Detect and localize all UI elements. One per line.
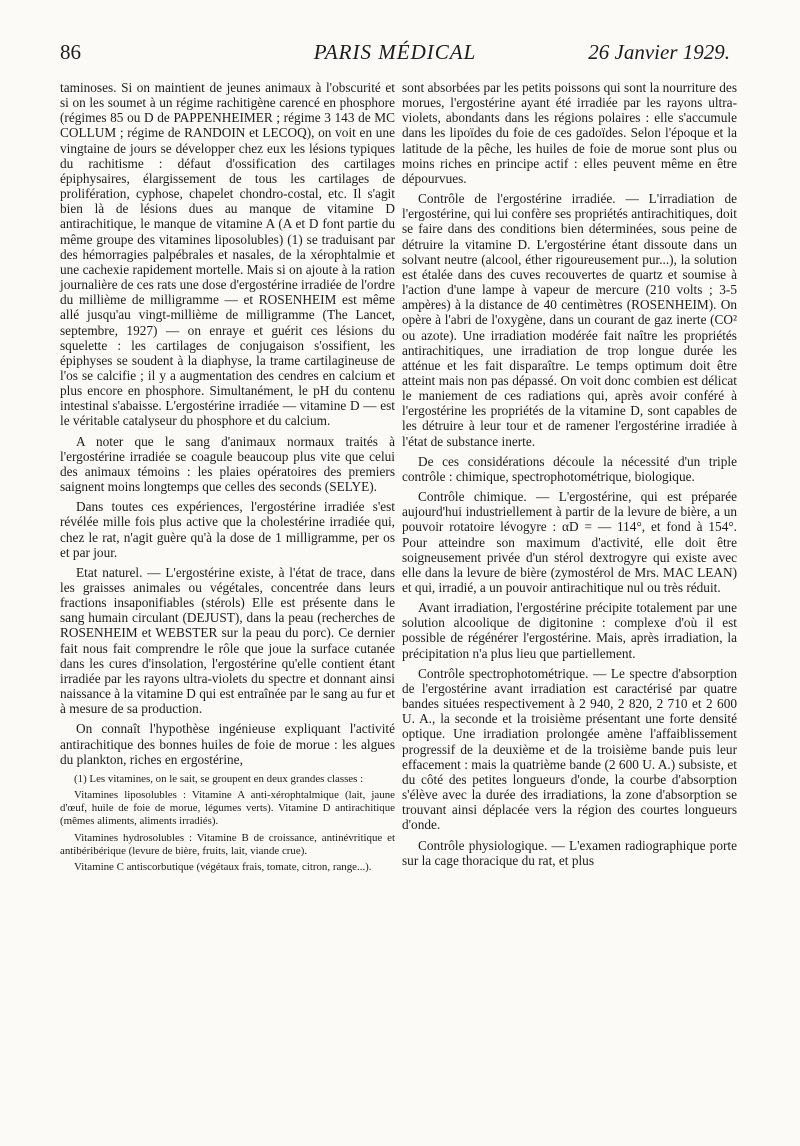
- page-header: [60, 40, 730, 70]
- left-column: [60, 80, 395, 877]
- paragraph-etat-naturel: Etat naturel. — L'ergostérine existe, à l'état de trace, dans les graisses animales ou végétales, concentrée dans leurs fractions insaponifiables (stérols) Elle est présente dans le sang humain circulant (DEJUST), dans la peau (recherches de ROSENHEIM et WEBSTER sur la peau du porc). Ce dernier fait nous fait comprendre le rôle que joue la surface cutanée dans les cures d'insolation, l'ergostérine qu'elle contient étant irradiée par les rayons ultra-violets du spectre et donnant ainsi naissance à la vitamine D qui est entraînée par le sang au fur et à mesure de sa production.: [60, 564, 395, 717]
- paragraph: taminoses. Si on maintient de jeunes animaux à l'obscurité et si on les soumet à un régime rachitigène carencé en phosphore (régimes 85 ou D de PAPPENHEIMER ; régime 3 143 de MC COLLUM ; régime de RANDOIN et LECOQ), on voit en une vingtaine de jours se développer chez eux les lésions typiques du rachitisme : défaut d'ossification des cartilages épiphysaires, élargissement de tous les cartilages de prolifération, cyphose, chapelet chondro-costal, etc. Il s'agit bien là de lésions dues au manque de vitamine D antirachitique, le manque de vitamine A (A et D font partie du même groupe des vitamines liposolubles) (1) se traduisant par des hémorragies palpébrales et nasales, de la xérophtalmie et une cachexie rapidement mortelle. Mais si on ajoute à la ration journalière de ces rats une dose d'ergostérine irradiée de l'ordre du millième de milligramme — et ROSENHEIM est même allé jusqu'au vingt-millième de milligramme (The Lancet, septembre, 1927) — on enraye et guérit ces lésions du squelette : les cartilages de conjugaison s'ossifient, les épiphyses se soudent à la diaphyse, la trame cartilagineuse de l'os se calcifie ; il y a augmentation des cendres en calcium et plus encore en phosphore. Simultanément, le pH du contenu intestinal s'abaisse. L'ergostérine irradiée — vitamine D — est le véritable catalyseur du phosphore et du calcium.: [60, 80, 395, 429]
- paragraph: Dans toutes ces expériences, l'ergostérine irradiée s'est révélée mille fois plus active que la cholestérine irradiée qui, chez le rat, n'agit guère qu'à la dose de 1 milligramme, per os et par jour.: [60, 499, 395, 560]
- paragraph-controle-chimique: Contrôle chimique. — L'ergostérine, qui est préparée aujourd'hui industriellement à partir de la levure de bière, a un pouvoir rotatoire lévogyre : αD = — 114°, et fond à 154°. Pour atteindre son maximum d'activité, elle doit être soigneusement privée d'un stérol dextrogyre qui existe avec elle dans la levure de bière (zymostérol de Mrs. MAC LEAN) et qui, irradié, a un pouvoir antirachitique nul ou très réduit.: [402, 489, 737, 595]
- journal-title: PARIS MÉDICAL: [313, 40, 477, 64]
- paragraph: On connaît l'hypothèse ingénieuse expliquant l'activité antirachitique des bonnes huiles de foie de morue : les algues du plankton, riches en ergostérine,: [60, 721, 395, 767]
- footnote: Vitamines liposolubles : Vitamine A anti-xérophtalmique (lait, jaune d'œuf, huile de foie de morue, légumes verts). Vitamine D antirachitique (mêmes aliments, aliments irradiés).: [60, 789, 395, 828]
- issue-date: 26 Janvier 1929.: [588, 40, 730, 64]
- paragraph-controle-spectro: Contrôle spectrophotométrique. — Le spectre d'absorption de l'ergostérine avant irradiation est caractérisé par quatre bandes situées respectivement à 2 940, 2 820, 2 710 et 2 600 U. A., la seconde et la troisième présentant une forte densité optique. Une irradiation prolongée amène l'affaiblissement progressif de la deuxième et de la troisième bande puis leur effacement : mais la quatrième bande (2 600 U. A.) subsiste, et du côté des petites longueurs d'onde, la courbe d'absorption s'élève avec la durée des irradiations, la zone d'absorption se trouvant ainsi déplacée vers la région des courtes longueurs d'onde.: [402, 665, 737, 833]
- paragraph-controle-physio: Contrôle physiologique. — L'examen radiographique porte sur la cage thoracique du rat, et plus: [402, 837, 737, 868]
- page-number: 86: [60, 40, 81, 64]
- footnote: Vitamine C antiscorbutique (végétaux frais, tomate, citron, range...).: [74, 861, 372, 874]
- right-column: [402, 80, 737, 873]
- paragraph: A noter que le sang d'animaux normaux traités à l'ergostérine irradiée se coagule beaucoup plus vite que celui des animaux témoins : les plaies opératoires des premiers saignent moins longtemps que celles des seconds (SELYE).: [60, 433, 395, 495]
- paragraph: De ces considérations découle la nécessité d'un triple contrôle : chimique, spectrophotométrique, biologique.: [402, 453, 737, 484]
- footnotes: [60, 773, 395, 874]
- footnote: (1) Les vitamines, on le sait, se groupent en deux grandes classes :: [74, 772, 364, 785]
- paragraph: sont absorbées par les petits poissons qui sont la nourriture des morues, l'ergostérine ayant été irradiée par les rayons ultra-violets, abondants dans les régions polaires : elle s'accumule dans les lipoïdes du foie de ces gadoïdes. Selon l'époque et la latitude de la pêche, les huiles de foie de morue sont plus ou moins riches en principe actif : elles peuvent même en être dépourvues.: [402, 80, 737, 186]
- paragraph-controle-irradiation: Contrôle de l'ergostérine irradiée. — L'irradiation de l'ergostérine, qui lui confère ses propriétés antirachitiques, doit se faire dans des conditions bien déterminées, sous peine de détruire la vitamine D. L'ergostérine étant dissoute dans un solvant neutre (alcool, éther rigoureusement pur...), la solution est étalée dans des cuves recouvertes de quartz et soumise à l'action d'une lampe à vapeur de mercure (210 volts ; 3-5 ampères) à la distance de 40 centimètres (ROSENHEIM). On opère à l'abri de l'oxygène, dans un courant de gaz inerte (CO² ou azote). Une irradiation modérée fait naître les propriétés antirachitiques, une irradiation de trop longue durée les atténue et les fait disparaître. Le temps optimum doit être atteint mais non pas dépassé. On voit donc combien est délicat le maniement de ces radiations qui, après avoir conféré à l'ergostérine les propriétés de la vitamine D, sont capables de les détruire à leur tour et de ramener l'ergostérine irradiée à l'état de substance inerte.: [402, 191, 737, 449]
- footnote: Vitamines hydrosolubles : Vitamine B de croissance, antinévritique et antibéribérique (levure de bière, fruits, lait, viande crue).: [60, 831, 395, 857]
- paragraph: Avant irradiation, l'ergostérine précipite totalement par une solution alcoolique de digitonine : complexe d'où il est possible de régénérer l'ergostérine. Mais, après irradiation, la précipitation n'a plus lieu que partiellement.: [402, 600, 737, 661]
